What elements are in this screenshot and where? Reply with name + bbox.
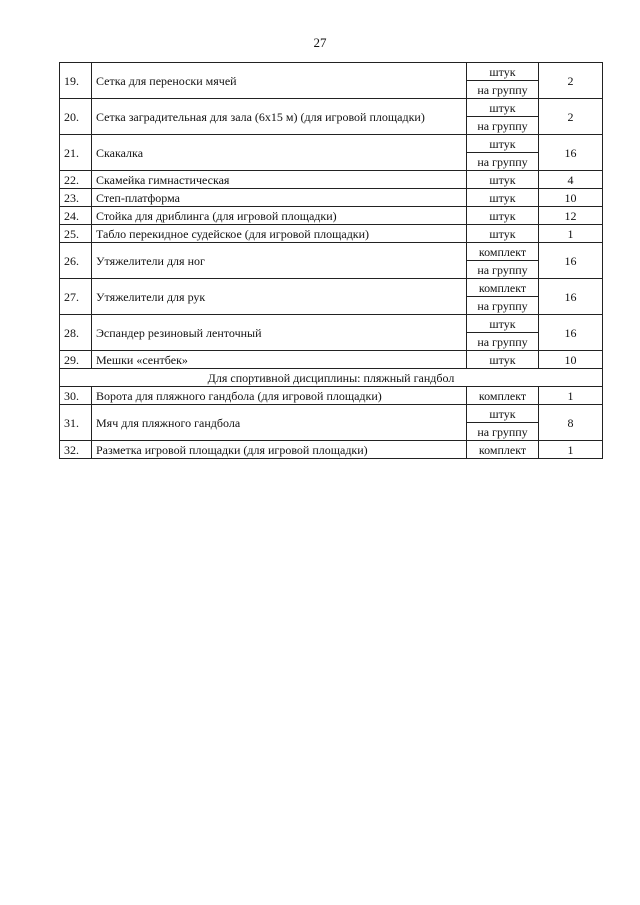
table-row xyxy=(60,99,603,117)
unit-cell: штук xyxy=(467,135,539,153)
item-name: Разметка игровой площадки (для игровой площадки) xyxy=(92,441,467,459)
quantity-cell: 16 xyxy=(539,243,603,279)
item-name: Сетка для переноски мячей xyxy=(92,63,467,99)
unit-cell: комплект xyxy=(467,279,539,297)
item-name: Табло перекидное судейское (для игровой площадки) xyxy=(92,225,467,243)
equipment-rows xyxy=(60,63,603,369)
item-name: Ворота для пляжного гандбола (для игровой площадки) xyxy=(92,387,467,405)
unit-cell: штук xyxy=(467,171,539,189)
row-number: 23. xyxy=(60,189,92,207)
item-name: Утяжелители для рук xyxy=(92,279,467,315)
unit-cell: штук xyxy=(467,189,539,207)
table-row xyxy=(60,225,603,243)
unit-cell: штук xyxy=(467,351,539,369)
table-row xyxy=(60,279,603,297)
row-number: 25. xyxy=(60,225,92,243)
unit-cell: комплект xyxy=(467,441,539,459)
table-row xyxy=(60,441,603,459)
page-number: 27 xyxy=(313,35,327,50)
unit-cell: штук xyxy=(467,315,539,333)
item-name: Мяч для пляжного гандбола xyxy=(92,405,467,441)
quantity-cell: 16 xyxy=(539,135,603,171)
quantity-cell: 4 xyxy=(539,171,603,189)
row-number: 27. xyxy=(60,279,92,315)
row-number: 28. xyxy=(60,315,92,351)
item-name: Стойка для дриблинга (для игровой площадки) xyxy=(92,207,467,225)
row-number: 29. xyxy=(60,351,92,369)
unit-cell: на группу xyxy=(467,297,539,315)
row-number: 26. xyxy=(60,243,92,279)
quantity-cell: 12 xyxy=(539,207,603,225)
quantity-cell: 2 xyxy=(539,99,603,135)
unit-cell: комплект xyxy=(467,243,539,261)
item-name: Эспандер резиновый ленточный xyxy=(92,315,467,351)
table-row xyxy=(60,405,603,423)
table-row xyxy=(60,387,603,405)
quantity-cell: 10 xyxy=(539,351,603,369)
row-number: 20. xyxy=(60,99,92,135)
quantity-cell: 16 xyxy=(539,315,603,351)
table-row xyxy=(60,315,603,333)
quantity-cell: 1 xyxy=(539,225,603,243)
equipment-rows-handball xyxy=(60,387,603,459)
row-number: 31. xyxy=(60,405,92,441)
row-number: 21. xyxy=(60,135,92,171)
quantity-cell: 1 xyxy=(539,441,603,459)
item-name: Скакалка xyxy=(92,135,467,171)
item-name: Скамейка гимнастическая xyxy=(92,171,467,189)
table-row xyxy=(60,171,603,189)
unit-cell: на группу xyxy=(467,423,539,441)
section-row xyxy=(60,369,603,387)
quantity-cell: 1 xyxy=(539,387,603,405)
table-row xyxy=(60,243,603,261)
table-row xyxy=(60,351,603,369)
item-name: Степ-платформа xyxy=(92,189,467,207)
item-name: Сетка заградительная для зала (6х15 м) (для игровой площадки) xyxy=(92,99,467,135)
table-row xyxy=(60,63,603,81)
unit-cell: на группу xyxy=(467,81,539,99)
unit-cell: на группу xyxy=(467,333,539,351)
section-title: Для спортивной дисциплины: пляжный гандбол xyxy=(60,369,603,387)
quantity-cell: 16 xyxy=(539,279,603,315)
section-header-group xyxy=(60,369,603,387)
row-number: 24. xyxy=(60,207,92,225)
item-name: Утяжелители для ног xyxy=(92,243,467,279)
row-number: 22. xyxy=(60,171,92,189)
row-number: 30. xyxy=(60,387,92,405)
unit-cell: на группу xyxy=(467,261,539,279)
unit-cell: на группу xyxy=(467,117,539,135)
quantity-cell: 2 xyxy=(539,63,603,99)
equipment-table xyxy=(59,62,603,459)
unit-cell: штук xyxy=(467,63,539,81)
quantity-cell: 10 xyxy=(539,189,603,207)
table-row xyxy=(60,135,603,153)
row-number: 19. xyxy=(60,63,92,99)
unit-cell: штук xyxy=(467,207,539,225)
table-row xyxy=(60,189,603,207)
unit-cell: штук xyxy=(467,225,539,243)
quantity-cell: 8 xyxy=(539,405,603,441)
table-row xyxy=(60,207,603,225)
unit-cell: штук xyxy=(467,405,539,423)
unit-cell: на группу xyxy=(467,153,539,171)
item-name: Мешки «сентбек» xyxy=(92,351,467,369)
row-number: 32. xyxy=(60,441,92,459)
unit-cell: штук xyxy=(467,99,539,117)
unit-cell: комплект xyxy=(467,387,539,405)
